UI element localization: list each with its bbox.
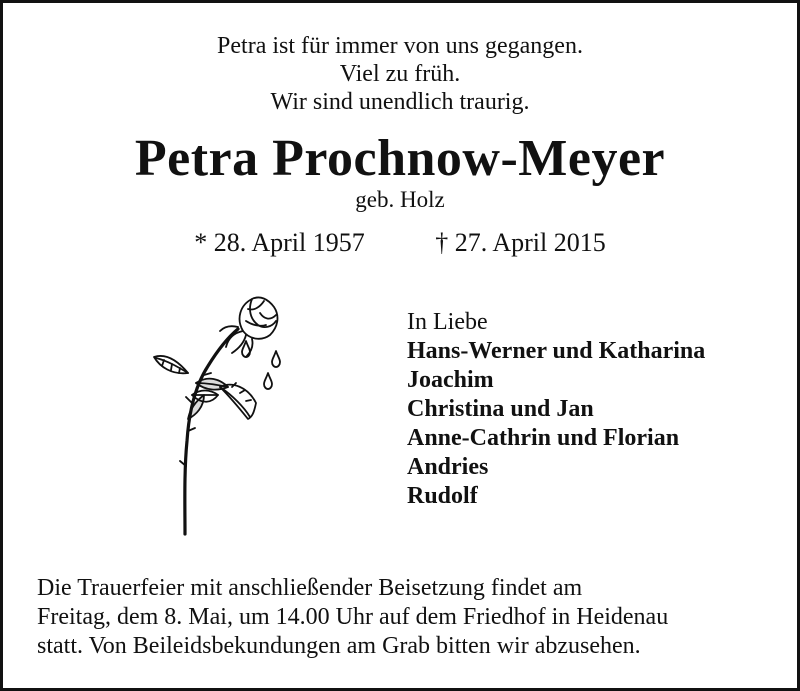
deceased-name: Petra Prochnow-Meyer <box>134 130 666 187</box>
rose-with-falling-drops-icon <box>148 291 283 539</box>
family-member: Hans-Werner und Katharina <box>407 338 706 364</box>
birth-date: * 28. April 1957 <box>194 228 365 257</box>
ceremony-line: statt. Von Beileidsbekundungen am Grab bitten wir abzusehen. <box>37 633 641 659</box>
death-date: † 27. April 2015 <box>435 228 606 257</box>
ceremony-line: Die Trauerfeier mit anschließender Beisetzung findet am <box>37 575 583 601</box>
family-member: Anne-Cathrin und Florian <box>407 425 680 451</box>
family-member: Christina und Jan <box>407 396 594 422</box>
family-lead: In Liebe <box>407 309 488 335</box>
intro-line: Viel zu früh. <box>339 61 461 87</box>
intro-line: Wir sind unendlich traurig. <box>270 89 530 115</box>
intro-line: Petra ist für immer von uns gegangen. <box>217 33 583 59</box>
family-member: Andries <box>407 454 489 480</box>
life-dates <box>3 227 797 259</box>
ceremony-line: Freitag, dem 8. Mai, um 14.00 Uhr auf dem Friedhof in Heidenau <box>37 604 669 630</box>
family-member: Joachim <box>407 367 494 393</box>
ceremony-info <box>37 574 777 661</box>
intro-text <box>3 32 797 116</box>
maiden-name: geb. Holz <box>355 187 445 212</box>
family-section <box>407 308 705 511</box>
family-member: Rudolf <box>407 483 478 509</box>
